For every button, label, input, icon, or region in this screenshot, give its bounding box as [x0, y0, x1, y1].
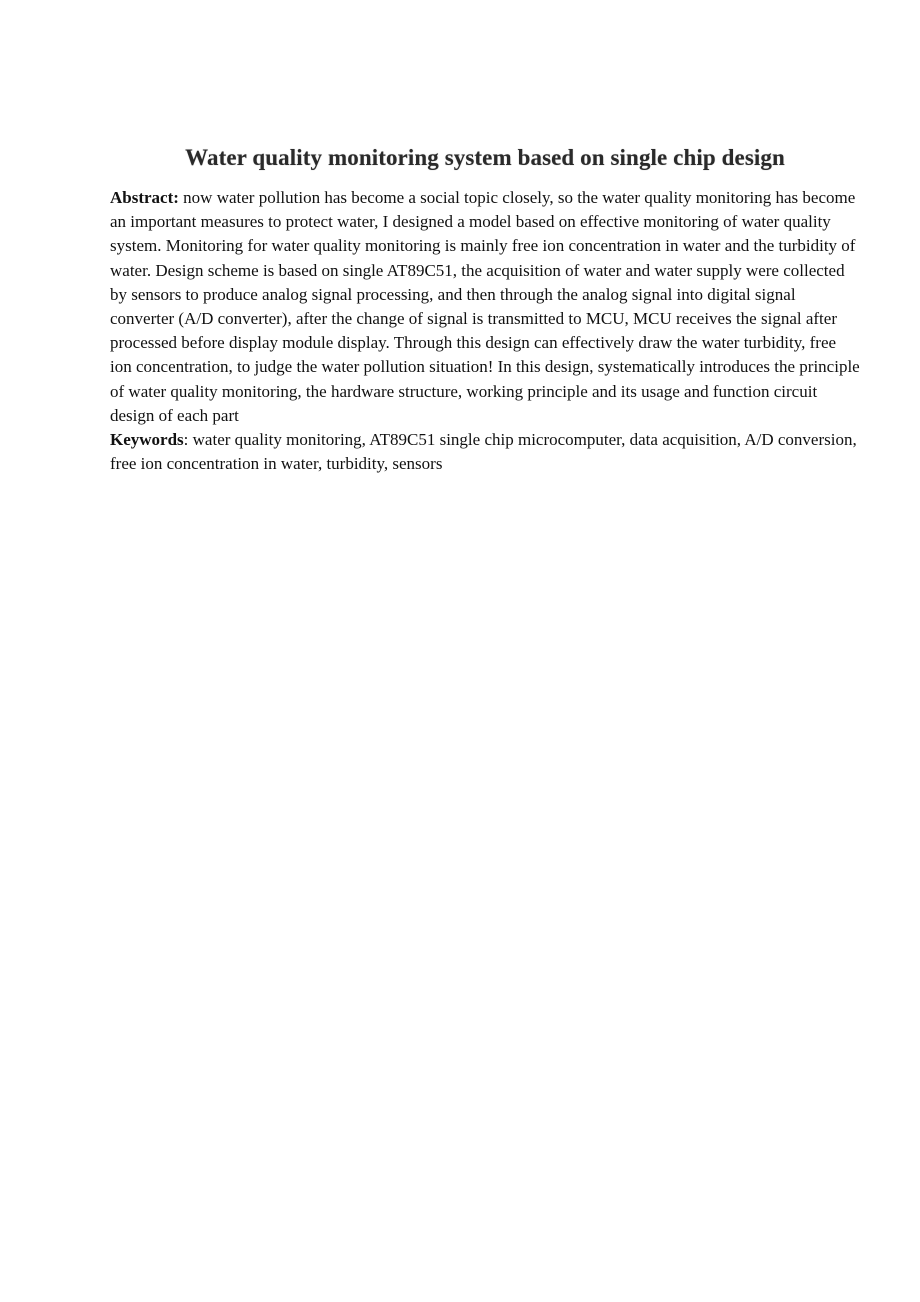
document-title: Water quality monitoring system based on single chip design [185, 145, 785, 170]
keywords-text: : water quality monitoring, AT89C51 single chip microcomputer, data acquisition, A/D conversion, free ion concentration in water, turbidity, sensors [110, 430, 857, 474]
abstract-paragraph [110, 186, 860, 428]
keywords-label: Keywords [110, 430, 184, 450]
keywords-paragraph [110, 428, 860, 476]
abstract-text: now water pollution has become a social topic closely, so the water quality monitoring has become an important measures to protect water, I designed a model based on effective monitoring of water quality system. Monitoring for water quality monitoring is mainly free ion concentration in water and the turbidity of water. Design scheme is based on single AT89C51, the acquisition of water and water supply were collected by sensors to produce analog signal processing, and then through the analog signal into digital signal converter (A/D converter), after the change of signal is transmitted to MCU, MCU receives the signal after processed before display module display. Through this design can effectively draw the water turbidity, free ion concentration, to judge the water pollution situation! In this design, systematically introduces the principle of water quality monitoring, the hardware structure, working principle and its usage and function circuit design of each part [110, 188, 860, 425]
abstract-section [110, 186, 860, 476]
abstract-label: Abstract: [110, 188, 179, 207]
